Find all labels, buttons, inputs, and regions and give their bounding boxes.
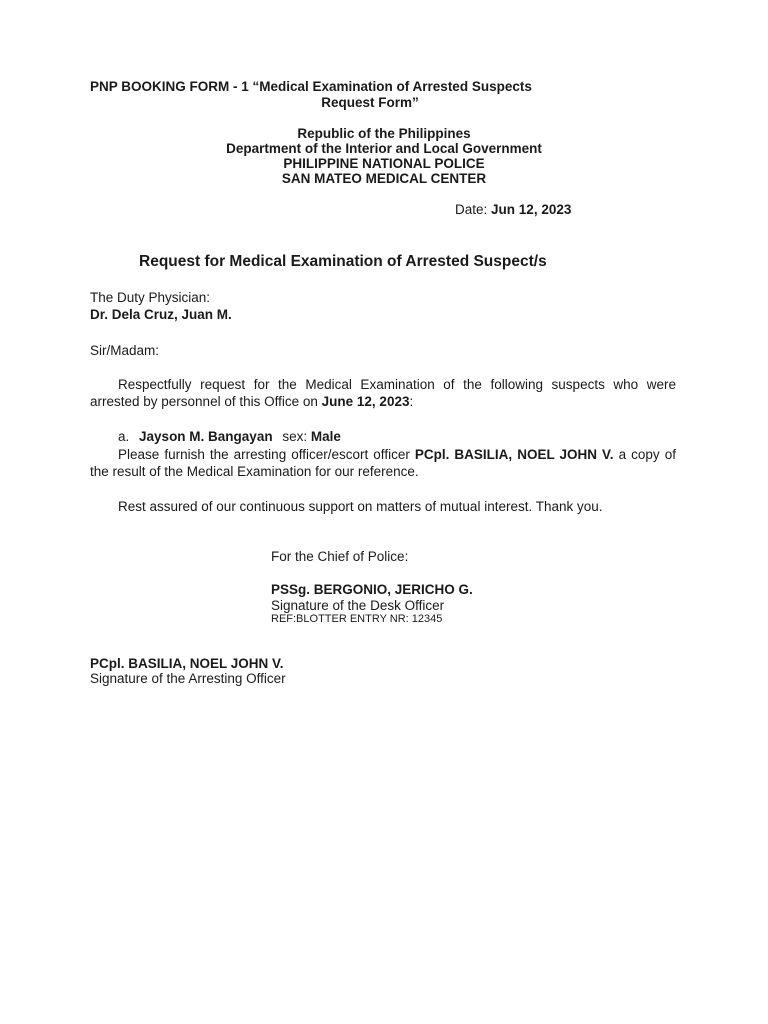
- closing-text: Rest assured of our continuous support on matters of mutual interest. Thank you.: [118, 499, 603, 514]
- suspect-name: Jayson M. Bangayan: [139, 429, 273, 444]
- sex-value: Male: [310, 429, 341, 444]
- blotter-reference: REF:BLOTTER ENTRY NR: 12345: [271, 613, 443, 625]
- furnish-end: a copy of the result of the Medical Examination for our reference.: [90, 447, 676, 479]
- sex-label: sex:: [282, 429, 308, 444]
- date-value: Jun 12, 2023: [491, 202, 572, 217]
- agency-office: PHILIPPINE NATIONAL POLICE: [283, 156, 485, 171]
- salutation: Sir/Madam:: [90, 343, 160, 358]
- agency-country: Republic of the Philippines: [297, 126, 471, 141]
- agency-facility: SAN MATEO MEDICAL CENTER: [281, 171, 487, 186]
- suspect-marker: a.: [118, 429, 130, 444]
- escort-officer: PCpl. BASILIA, NOEL JOHN V.: [414, 447, 614, 462]
- addressee-label: The Duty Physician:: [90, 290, 211, 305]
- date-label: Date:: [455, 202, 488, 217]
- desk-officer-title: Signature of the Desk Officer: [271, 598, 445, 613]
- arrest-date: June 12, 2023: [321, 394, 410, 409]
- form-title-line2: Request Form”: [321, 95, 419, 110]
- request-text: Respectfully request for the Medical Examination of the following suspects who were arrested by personnel of this Office on: [90, 377, 676, 409]
- furnish-text: Please furnish the arresting officer/escort officer: [118, 447, 410, 462]
- date-line: [455, 202, 571, 217]
- desk-officer-name: PSSg. BERGONIO, JERICHO G.: [271, 582, 473, 597]
- furnish-paragraph: [90, 446, 676, 480]
- agency-department: Department of the Interior and Local Government: [226, 141, 542, 156]
- request-paragraph: [90, 376, 676, 410]
- closing-line: For the Chief of Police:: [271, 549, 409, 564]
- closing-paragraph: [90, 498, 676, 515]
- request-punct: :: [409, 394, 414, 409]
- page-title: Request for Medical Examination of Arrested Suspect/s: [139, 253, 547, 270]
- form-title-line1: PNP BOOKING FORM - 1 “Medical Examination of Arrested Suspects: [90, 79, 532, 94]
- addressee-name: Dr. Dela Cruz, Juan M.: [90, 307, 232, 322]
- arresting-officer-name: PCpl. BASILIA, NOEL JOHN V.: [90, 656, 284, 671]
- arresting-officer-title: Signature of the Arresting Officer: [90, 671, 286, 686]
- suspect-list-item: [118, 429, 341, 444]
